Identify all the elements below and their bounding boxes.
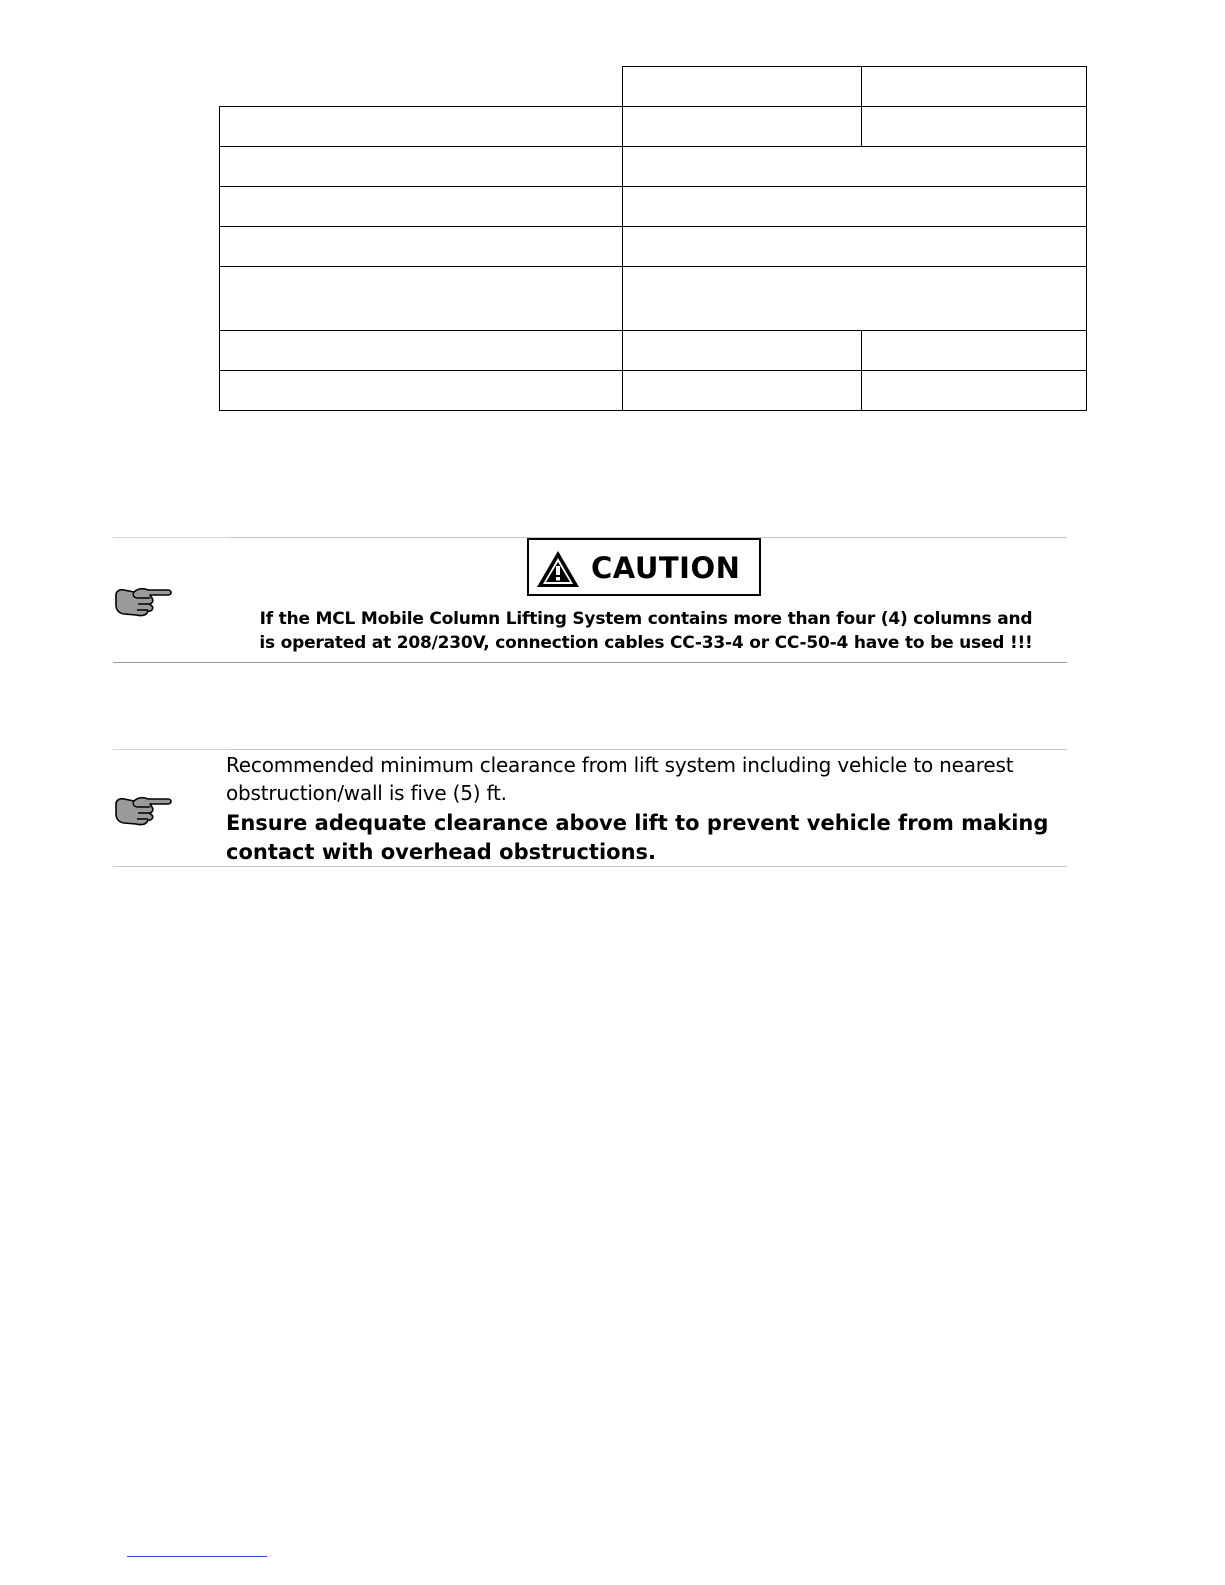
table-row (220, 331, 1087, 371)
table-row (220, 371, 1087, 411)
table-cell (220, 107, 623, 147)
table-cell (862, 371, 1087, 411)
table-cell (623, 187, 1087, 227)
clearance-message (226, 751, 1066, 867)
table-row (220, 227, 1087, 267)
clearance-warning-line: Ensure adequate clearance above lift to prevent vehicle from making (226, 811, 1049, 835)
divider (113, 749, 226, 750)
table-cell (220, 187, 623, 227)
table-cell (220, 267, 623, 331)
caution-label: CAUTION (591, 551, 741, 585)
caution-message (226, 607, 1066, 655)
clearance-line: obstruction/wall is five (5) ft. (226, 781, 507, 805)
table-row (220, 267, 1087, 331)
footer-link-underline[interactable] (127, 1556, 267, 1557)
table-cell (623, 107, 862, 147)
table-row (220, 107, 1087, 147)
caution-message-line: If the MCL Mobile Column Lifting System contains more than four (4) columns and (259, 609, 1033, 629)
divider (226, 749, 1067, 750)
table-cell (220, 227, 623, 267)
table-cell (220, 331, 623, 371)
table-row (220, 187, 1087, 227)
table-row (220, 67, 1087, 107)
clearance-line: Recommended minimum clearance from lift system including vehicle to nearest (226, 753, 1014, 777)
table-cell (220, 371, 623, 411)
table-cell (862, 331, 1087, 371)
table-cell (220, 67, 623, 107)
table-cell (623, 147, 1087, 187)
divider (113, 662, 1067, 663)
pointing-hand-icon (112, 794, 172, 826)
pointing-hand-icon (112, 585, 172, 617)
table-row (220, 147, 1087, 187)
clearance-warning (226, 809, 1066, 867)
clearance-warning-line: contact with overhead obstructions. (226, 840, 656, 864)
warning-triangle-icon (535, 549, 581, 589)
table-cell (623, 331, 862, 371)
table-cell (623, 227, 1087, 267)
table-cell (220, 147, 623, 187)
table-cell (623, 371, 862, 411)
table-cell (862, 107, 1087, 147)
table-cell (862, 67, 1087, 107)
table-cell (623, 67, 862, 107)
caution-sign (527, 538, 761, 596)
divider (113, 537, 226, 538)
specification-table (219, 66, 1087, 411)
caution-message-line: is operated at 208/230V, connection cables CC-33-4 or CC-50-4 have to be used !!! (259, 633, 1033, 653)
table-cell (623, 267, 1087, 331)
